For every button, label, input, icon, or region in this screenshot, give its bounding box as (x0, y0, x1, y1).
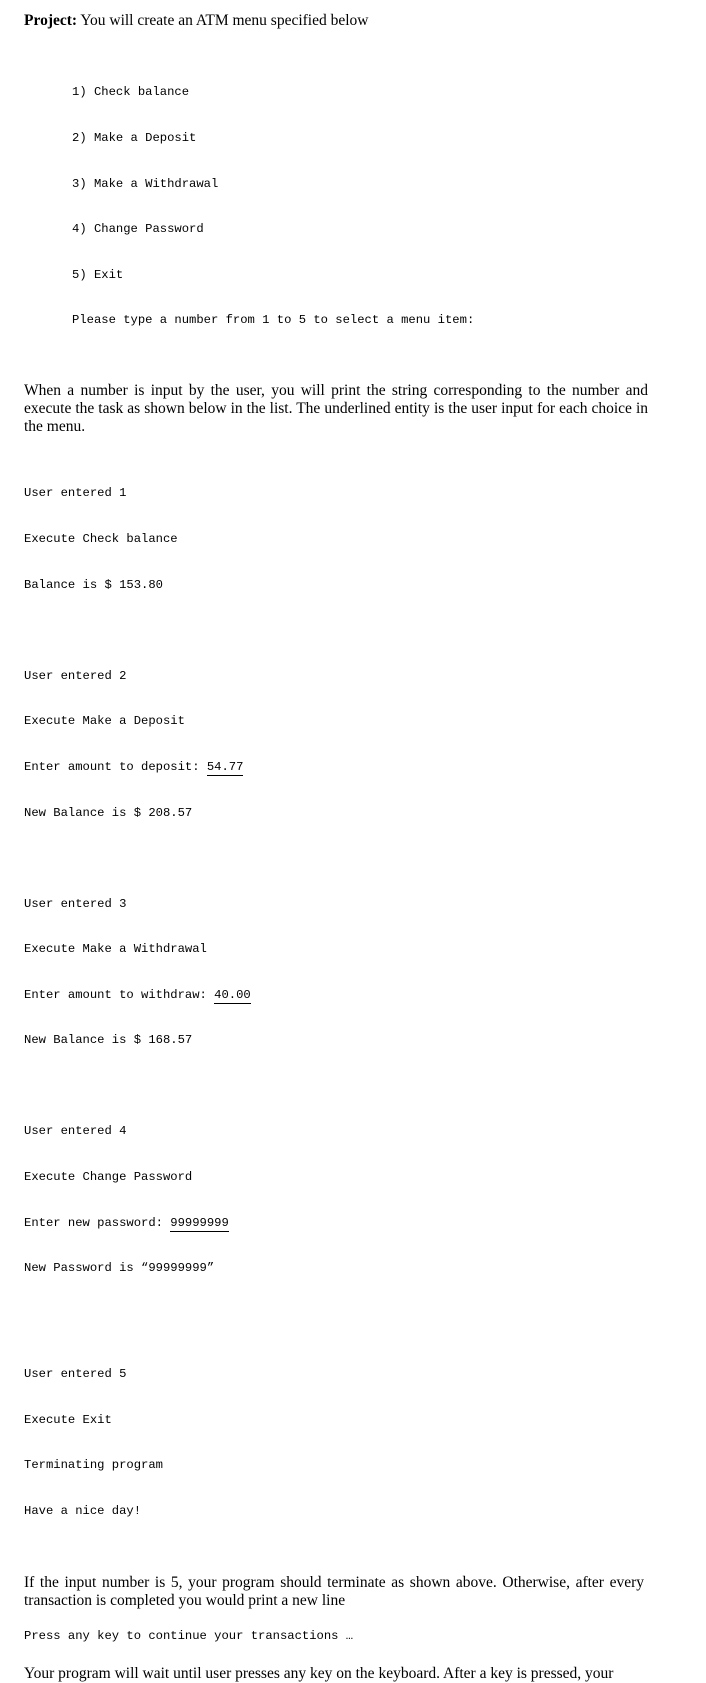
example-2-line-3 (24, 760, 684, 775)
example-3-user-input: 40.00 (214, 987, 251, 1002)
example-1-line-2: Execute Check balance (24, 532, 178, 547)
example-2-line-4: New Balance is $ 208.57 (24, 805, 193, 820)
example-2-line-1: User entered 2 (24, 668, 127, 683)
example-5-line-1: User entered 5 (24, 1367, 127, 1382)
example-2-line-2: Execute Make a Deposit (24, 714, 185, 729)
example-2-prompt: Enter amount to deposit: (24, 759, 207, 774)
example-2-user-input: 54.77 (206, 759, 244, 774)
menu-prompt: Please type a number from 1 to 5 to select a menu item: (72, 313, 475, 328)
example-option-2 (24, 638, 684, 851)
example-3-line-1: User entered 3 (24, 896, 127, 911)
example-option-5 (24, 1337, 684, 1550)
example-4-line-4: New Password is “99999999” (24, 1261, 215, 1276)
project-label: Project: (24, 12, 78, 29)
atm-menu-listing (72, 55, 684, 359)
menu-item-exit: 5) Exit (72, 267, 124, 282)
example-5-line-4: Have a nice day! (24, 1504, 142, 1519)
example-5-line-3: Terminating program (24, 1458, 163, 1473)
press-any-key-line: Press any key to continue your transactions … (24, 1628, 354, 1643)
example-option-3 (24, 866, 684, 1079)
example-3-prompt: Enter amount to withdraw: (24, 987, 215, 1002)
example-4-line-1: User entered 4 (24, 1124, 127, 1139)
project-heading (24, 12, 684, 30)
example-3-line-2: Execute Make a Withdrawal (24, 942, 207, 957)
final-paragraph: Your program will wait until user presses any key on the keyboard. After a key is pressed, your (24, 1664, 614, 1682)
example-1-line-3: Balance is $ 153.80 (24, 577, 163, 592)
menu-item-change-password: 4) Change Password (72, 222, 204, 237)
example-4-user-input: 99999999 (170, 1215, 229, 1230)
exit-paragraph: If the input number is 5, your program should terminate as shown above. Otherwise, after every transaction is completed you would print a new line (24, 1573, 644, 1609)
intro-paragraph: When a number is input by the user, you will print the string corresponding to the number and execute the task as shown below in the list. The underlined entity is the user input for each choice in the menu. (24, 382, 648, 436)
example-4-line-2: Execute Change Password (24, 1170, 193, 1184)
example-option-4 (24, 1094, 684, 1307)
example-1-line-1: User entered 1 (24, 486, 127, 501)
menu-item-withdrawal: 3) Make a Withdrawal (72, 176, 219, 191)
example-3-line-3 (24, 988, 684, 1003)
example-4-prompt: Enter new password: (24, 1215, 171, 1230)
example-4-line-3 (24, 1216, 684, 1231)
menu-item-deposit: 2) Make a Deposit (72, 131, 197, 146)
example-3-line-4: New Balance is $ 168.57 (24, 1033, 193, 1048)
document-page (24, 12, 684, 1683)
example-option-1 (24, 456, 684, 623)
example-5-line-2: Execute Exit (24, 1412, 112, 1427)
project-description: You will create an ATM menu specified below (77, 12, 369, 29)
menu-item-check-balance: 1) Check balance (72, 85, 190, 100)
